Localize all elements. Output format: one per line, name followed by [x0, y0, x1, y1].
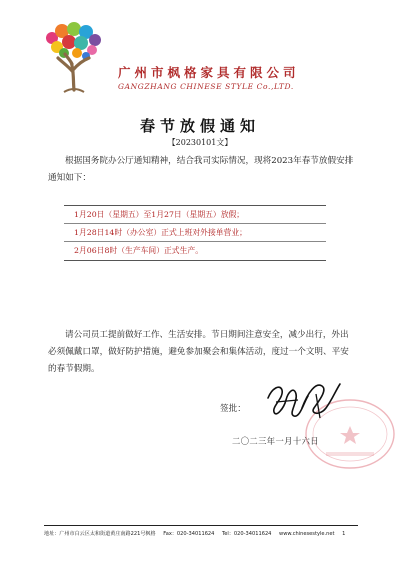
sign-label: 签批： — [220, 404, 246, 414]
intro-paragraph: 根据国务院办公厅通知精神，结合我司实际情况，现将2023年春节放假安排通知如下： — [48, 156, 354, 183]
schedule-item: 1月28日14时（办公室）正式上班对外接单营业； — [64, 224, 326, 242]
page-title: 春节放假通知 — [139, 117, 260, 135]
company-name-cn: 广州市枫格家具有限公司 — [118, 65, 300, 80]
footer-fax: Fax：020-34011624 — [163, 531, 215, 537]
holiday-schedule-box — [64, 205, 326, 261]
footer-website: www.chinesestyle.net — [279, 531, 335, 537]
handwritten-signature — [258, 372, 344, 428]
footer-divider — [44, 525, 358, 526]
schedule-item: 2月06日8时（生产车间）正式生产。 — [74, 246, 203, 255]
footer — [44, 530, 362, 537]
footer-page-number: 1 — [342, 531, 346, 537]
reminder-paragraph: 请公司员工提前做好工作、生活安排。节日期间注意安全，减少出行，外出必须佩戴口罩，做好防护措施，避免参加聚会和集体活动，度过一个文明、平安的春节假期。 — [48, 330, 349, 374]
footer-address: 地址：广州市白云区太和街道黄庄南路221号枫格 — [44, 531, 156, 537]
footer-tel: Tel：020-34011624 — [222, 531, 272, 537]
document-number: 【20230101文】 — [167, 138, 233, 147]
schedule-item: 1月20日（星期五）至1月27日（星期五）放假； — [64, 206, 326, 224]
company-name-en: GANGZHANG CHINESE STYLE Co.,LTD. — [118, 82, 294, 91]
tree-logo-icon — [40, 20, 108, 98]
issue-date: 二〇二三年一月十六日 — [232, 436, 319, 446]
